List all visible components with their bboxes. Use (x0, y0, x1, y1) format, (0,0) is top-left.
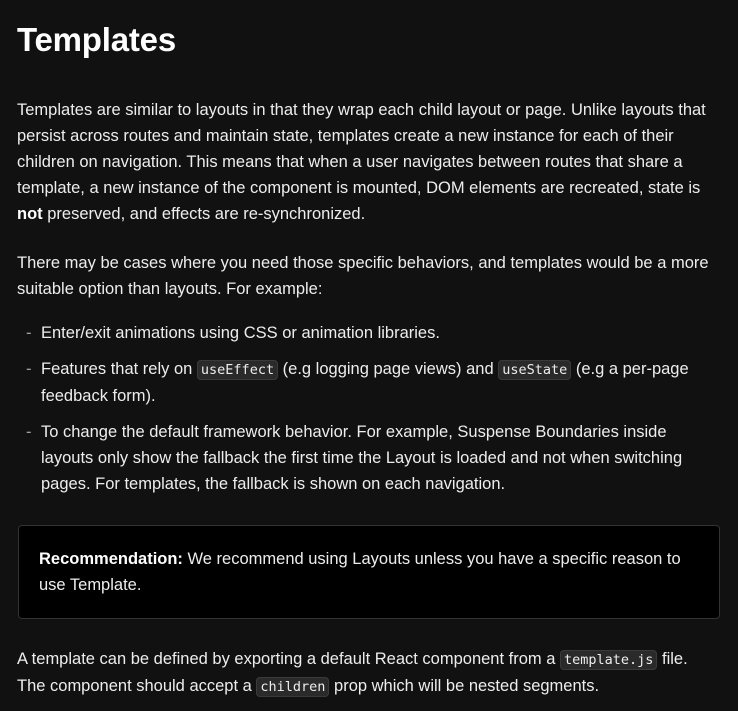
intro-text-end: preserved, and effects are re-synchronized. (42, 205, 366, 223)
list-item-text: To change the default framework behavior. For example, Suspense Boundaries inside layouts only show the fallback the first time the Layout is loaded and not when switching pages. For templates, the fallback is shown on each navigation. (41, 423, 683, 493)
behaviors-list (17, 320, 717, 497)
code-usestate: useState (498, 360, 571, 380)
recommendation-callout (18, 525, 720, 619)
list-item (17, 356, 717, 409)
definition-paragraph (17, 646, 717, 700)
page-title: Templates (17, 21, 176, 58)
list-item (17, 320, 717, 346)
intro-bold-not: not (17, 205, 43, 223)
code-template-js: template.js (560, 650, 657, 670)
intro-text-start: Templates are similar to layouts in that they wrap each child layout or page. Unlike layouts that persist across routes and maintain state, templates create a new instance for each of their children on navigation. This means that when a user navigates between routes that share a template, a new instance of the component is mounted, DOM elements are recreated, state is (17, 101, 706, 197)
callout-label: Recommendation: (39, 550, 183, 568)
code-children: children (256, 677, 329, 697)
list-item-text: Enter/exit animations using CSS or animation libraries. (41, 324, 440, 342)
code-useeffect: useEffect (197, 360, 278, 380)
list-item-text: (e.g logging page views) and (278, 360, 499, 378)
callout-body: We recommend using Layouts unless you have a specific reason to use Template. (39, 550, 681, 594)
list-bullet: - (26, 423, 32, 441)
list-item (17, 419, 717, 497)
definition-text: prop which will be nested segments. (329, 677, 600, 695)
callout-text (39, 546, 699, 598)
list-item-text: Features that rely on (41, 360, 197, 378)
definition-text: file. The component should accept a (17, 650, 688, 695)
cases-paragraph: There may be cases where you need those specific behaviors, and templates would be a more suitable option than layouts. For example: (17, 254, 709, 298)
intro-paragraph (17, 97, 717, 227)
list-bullet: - (26, 324, 32, 342)
list-item-text: (e.g a per-page feedback form). (41, 360, 689, 405)
definition-text: A template can be defined by exporting a default React component from a (17, 650, 561, 668)
list-bullet: - (26, 360, 32, 378)
